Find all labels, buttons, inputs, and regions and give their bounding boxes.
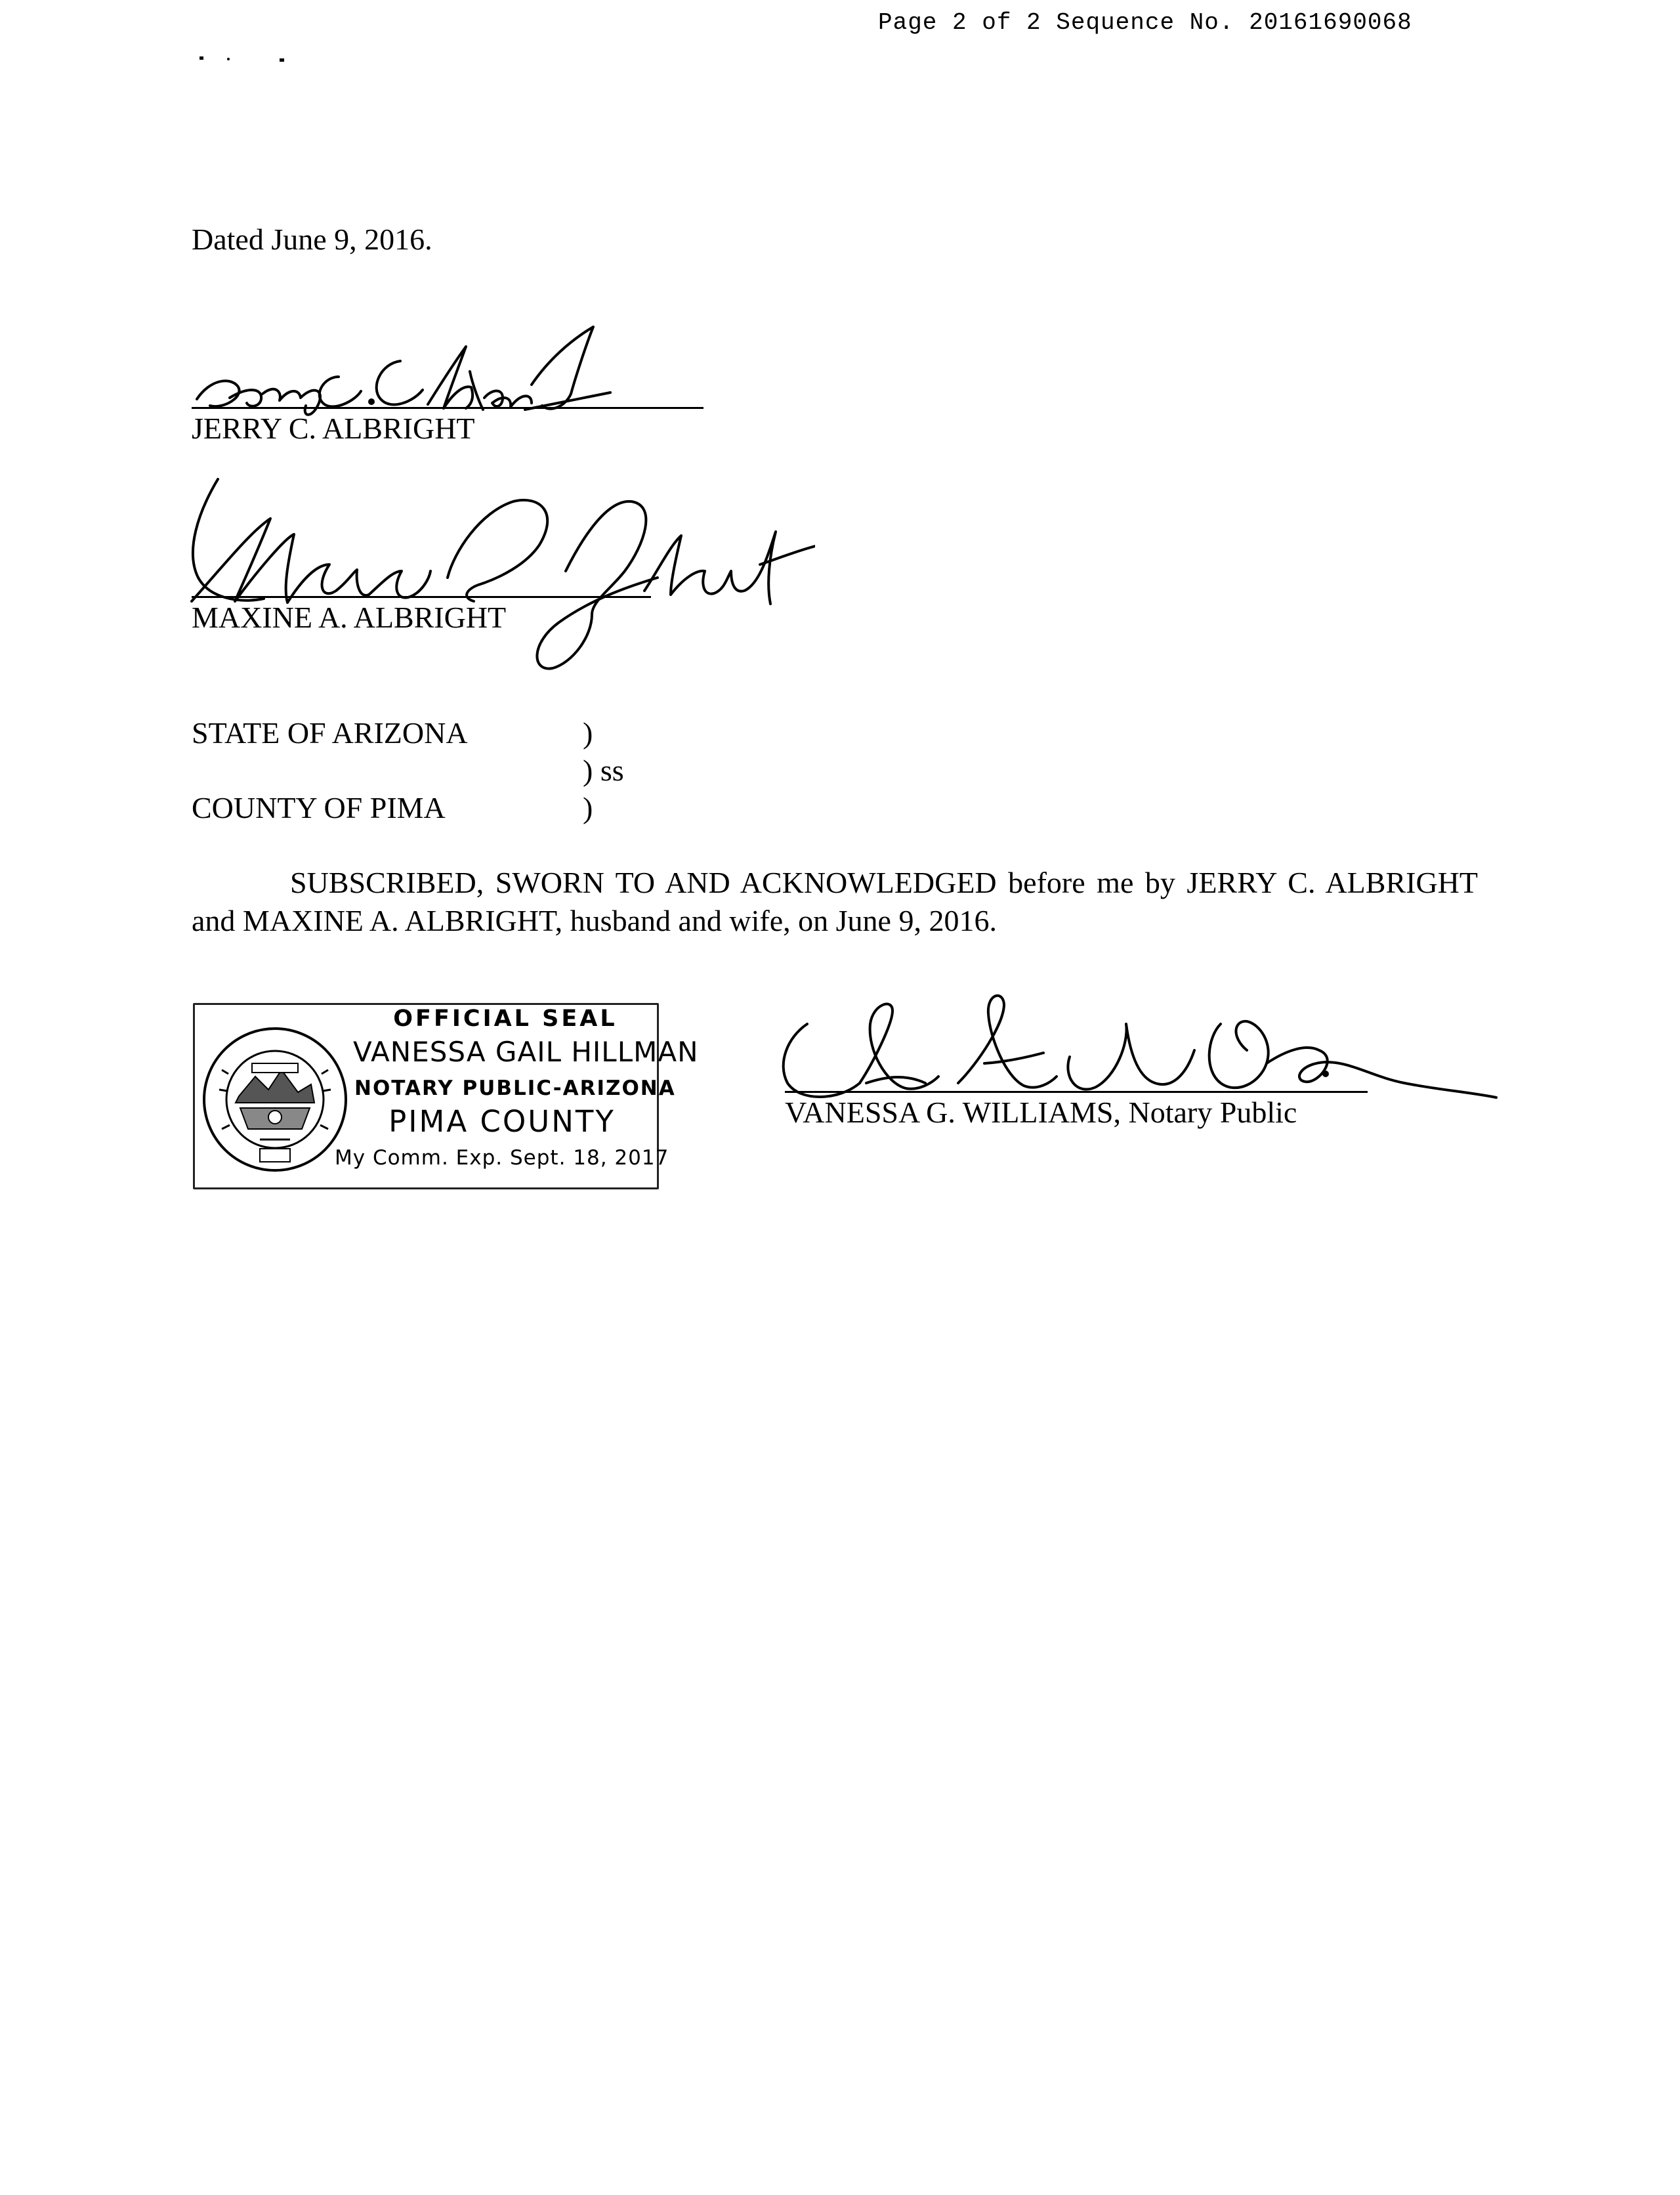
signer-name-maxine: MAXINE A. ALBRIGHT [192,601,507,634]
venue-paren-bottom: ) [583,791,593,824]
dated-line: Dated June 9, 2016. [192,223,432,256]
seal-expiration: My Comm. Exp. Sept. 18, 2017 [335,1146,669,1170]
venue-state: STATE OF ARIZONA [192,716,468,750]
signature-line-2 [192,596,651,598]
maxine-albright-signature [172,473,815,676]
venue-county: COUNTY OF PIMA [192,791,446,824]
acknowledgment-paragraph: SUBSCRIBED, SWORN TO AND ACKNOWLEDGED before me by JERRY C. ALBRIGHT and MAXINE A. ALBRIGHT, husband and wife, on June 9, 2016. [192,866,1478,937]
notary-signature-line [785,1091,1368,1093]
venue-paren-top: ) [583,716,593,750]
signer-name-jerry: JERRY C. ALBRIGHT [192,412,475,445]
seal-heading: OFFICIAL SEAL [393,1006,618,1032]
notary-name: VANESSA G. WILLIAMS, Notary Public [785,1096,1297,1129]
signature-line-1 [192,407,704,409]
seal-county: PIMA COUNTY [388,1104,616,1139]
seal-notary-title: NOTARY PUBLIC-ARIZONA [354,1076,676,1100]
scan-specks [197,51,295,71]
page-sequence-header: Page 2 of 2 Sequence No. 20161690068 [878,9,1412,36]
venue-paren-ss: ) ss [583,754,624,787]
arizona-state-seal-icon [200,1024,350,1175]
seal-notary-name: VANESSA GAIL HILLMAN [353,1036,699,1068]
